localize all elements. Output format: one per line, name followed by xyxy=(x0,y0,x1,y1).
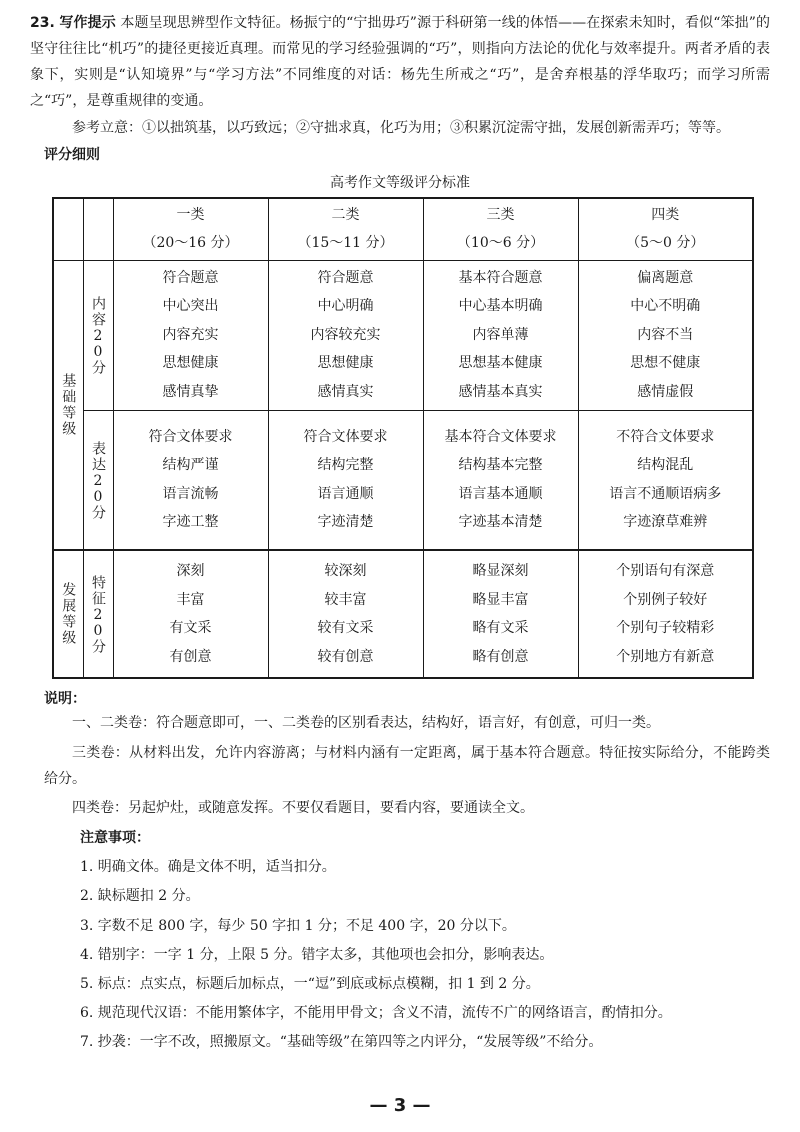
criterion: 略有创意 xyxy=(472,648,529,665)
category-range: （15～11 分） xyxy=(297,235,394,252)
criterion: 个别地方有新意 xyxy=(616,648,715,665)
content-cell xyxy=(113,260,268,410)
criterion: 有创意 xyxy=(169,648,212,665)
scoring-heading: 评分细则 xyxy=(44,147,100,163)
feature-cell xyxy=(423,550,578,678)
criterion: 字迹潦草难辨 xyxy=(623,514,708,531)
criterion: 偏离题意 xyxy=(637,269,694,286)
criterion: 思想健康 xyxy=(317,355,374,372)
category-header xyxy=(268,198,423,260)
criterion: 不符合文体要求 xyxy=(616,428,715,445)
criterion: 较丰富 xyxy=(324,591,367,608)
question-number: 23. xyxy=(30,15,55,31)
criterion: 字迹工整 xyxy=(162,514,219,531)
criterion: 基本符合题意 xyxy=(458,269,543,286)
criterion: 符合文体要求 xyxy=(148,428,233,445)
criterion: 中心基本明确 xyxy=(458,298,543,315)
expression-sub-label xyxy=(83,410,113,550)
criterion: 个别句子较精彩 xyxy=(616,620,715,636)
criterion: 结构混乱 xyxy=(637,457,694,474)
attention-item: 2. 缺标题扣 2 分。 xyxy=(80,888,200,904)
writing-prompt-paragraph xyxy=(30,10,770,114)
attention-item: 4. 错别字：一字 1 分，上限 5 分。错字太多，其他项也会扣分，影响表达。 xyxy=(80,947,554,963)
criterion: 语言基本通顺 xyxy=(458,485,543,502)
table-header-row xyxy=(53,198,753,260)
header-empty-cell xyxy=(83,198,113,260)
criterion: 略有文采 xyxy=(472,620,529,636)
development-level-label: 发展等级 xyxy=(53,550,83,678)
criterion: 内容充实 xyxy=(162,326,219,343)
expression-cell xyxy=(268,410,423,550)
attention-item: 7. 抄袭：一字不改，照搬原文。“基础等级”在第四等之内评分，“发展等级”不给分。 xyxy=(80,1034,603,1050)
criterion: 符合题意 xyxy=(162,269,219,286)
criterion: 结构严谨 xyxy=(162,457,219,474)
criterion: 丰富 xyxy=(176,591,205,608)
feature-cell xyxy=(578,550,753,678)
criterion: 有文采 xyxy=(169,620,212,636)
criterion: 思想健康 xyxy=(162,355,219,372)
criterion: 语言不通顺语病多 xyxy=(609,485,722,502)
criterion: 思想基本健康 xyxy=(458,355,543,372)
category-name: 二类 xyxy=(331,207,360,224)
criterion: 字迹清楚 xyxy=(317,514,374,531)
content-cell xyxy=(268,260,423,410)
feature-cell xyxy=(113,550,268,678)
attention-item: 6. 规范现代汉语：不能用繁体字，不能用甲骨文；含义不清，流传不广的网络语言，酌情扣分。 xyxy=(80,1005,672,1021)
content-cell xyxy=(578,260,753,410)
criterion: 中心突出 xyxy=(162,298,219,315)
criterion: 较有文采 xyxy=(317,620,374,636)
criterion: 思想不健康 xyxy=(630,355,701,372)
content-row xyxy=(53,260,753,410)
category-range: （20～16 分） xyxy=(142,235,239,252)
criterion: 个别例子较好 xyxy=(623,591,708,608)
criterion: 符合文体要求 xyxy=(303,428,388,445)
criterion: 较深刻 xyxy=(324,563,367,579)
criterion: 感情真实 xyxy=(317,383,374,400)
content-label: 内容 xyxy=(90,296,106,328)
attention-item: 5. 标点：点实点，标题后加标点，一“逗”到底或标点模糊，扣 1 到 2 分。 xyxy=(80,976,540,992)
writing-prompt-body: 本题呈现思辨型作文特征。杨振宁的“宁拙毋巧”源于科研第一线的体悟——在探索未知时，看似“笨拙”的坚守往往比“机巧”的捷径更接近真理。而常见的学习经验强调的“巧”，则指向方法论的优化与效率提升。两者矛盾的表象下，实则是“认知境界”与“学习方法”不同维度的对话：杨先生所戒之“巧”，是舍弃根基的浮华取巧；而学习所需之“巧”，是尊重规律的变通。 xyxy=(30,15,770,109)
criterion: 感情基本真实 xyxy=(458,383,543,400)
criterion: 感情虚假 xyxy=(637,383,694,400)
category-range: （5～0 分） xyxy=(626,235,705,252)
criterion: 结构完整 xyxy=(317,457,374,474)
grading-table xyxy=(52,197,754,679)
expression-score: 20分 xyxy=(90,472,106,519)
attention-label: 注意事项： xyxy=(80,830,150,846)
expression-row xyxy=(53,410,753,550)
criterion: 中心不明确 xyxy=(630,298,701,315)
note-item: 四类卷：另起炉灶，或随意发挥。不要仅看题目，要看内容，要通读全文。 xyxy=(72,800,534,816)
table-title: 高考作文等级评分标准 xyxy=(330,175,470,191)
criterion: 符合题意 xyxy=(317,269,374,286)
criterion: 感情真挚 xyxy=(162,383,219,400)
feature-score: 20分 xyxy=(90,607,106,653)
expression-label: 表达 xyxy=(90,440,106,473)
header-empty-cell xyxy=(53,198,83,260)
criterion: 个别语句有深意 xyxy=(616,563,715,579)
expression-cell xyxy=(113,410,268,550)
note-item: 三类卷：从材料出发，允许内容游离；与材料内涵有一定距离，属于基本符合题意。特征按实际给分，不能跨类给分。 xyxy=(44,745,770,787)
criterion: 基本符合文体要求 xyxy=(444,428,557,445)
feature-row xyxy=(53,550,753,678)
expression-cell xyxy=(423,410,578,550)
criterion: 结构基本完整 xyxy=(458,457,543,474)
criterion: 字迹基本清楚 xyxy=(458,514,543,531)
content-score: 20分 xyxy=(90,328,106,374)
criterion: 内容不当 xyxy=(637,326,694,343)
basic-level-label: 基础等级 xyxy=(53,260,83,550)
notes-label: 说明： xyxy=(44,691,86,707)
criterion: 较有创意 xyxy=(317,648,374,665)
category-name: 一类 xyxy=(176,207,205,224)
criterion: 略显丰富 xyxy=(472,591,529,608)
feature-sub-label xyxy=(83,550,113,678)
category-header xyxy=(578,198,753,260)
feature-cell xyxy=(268,550,423,678)
category-header xyxy=(113,198,268,260)
content-sub-label xyxy=(83,260,113,410)
attention-item: 1. 明确文体。确是文体不明，适当扣分。 xyxy=(80,859,336,875)
criterion: 深刻 xyxy=(176,563,205,579)
note-item: 一、二类卷：符合题意即可，一、二类卷的区别看表达，结构好，语言好，有创意，可归一类。 xyxy=(72,715,660,731)
criterion: 内容单薄 xyxy=(472,326,529,343)
reference-ideas: 参考立意：①以拙筑基，以巧致远；②守拙求真，化巧为用；③积累沉淀需守拙，发展创新需弄巧；等等。 xyxy=(72,120,730,136)
category-name: 四类 xyxy=(651,207,680,224)
criterion: 略显深刻 xyxy=(472,563,529,579)
page-number: — 3 — xyxy=(369,1095,431,1116)
writing-prompt-heading: 写作提示 xyxy=(59,15,116,31)
category-header xyxy=(423,198,578,260)
content-cell xyxy=(423,260,578,410)
criterion: 语言通顺 xyxy=(317,485,374,502)
category-range: （10～6 分） xyxy=(456,235,545,252)
criterion: 中心明确 xyxy=(317,298,374,315)
feature-label: 特征 xyxy=(90,575,106,607)
attention-item: 3. 字数不足 800 字，每少 50 字扣 1 分；不足 400 字，20 分以下。 xyxy=(80,918,516,934)
category-name: 三类 xyxy=(486,207,515,224)
criterion: 内容较充实 xyxy=(310,326,381,343)
criterion: 语言流畅 xyxy=(162,485,219,502)
expression-cell xyxy=(578,410,753,550)
